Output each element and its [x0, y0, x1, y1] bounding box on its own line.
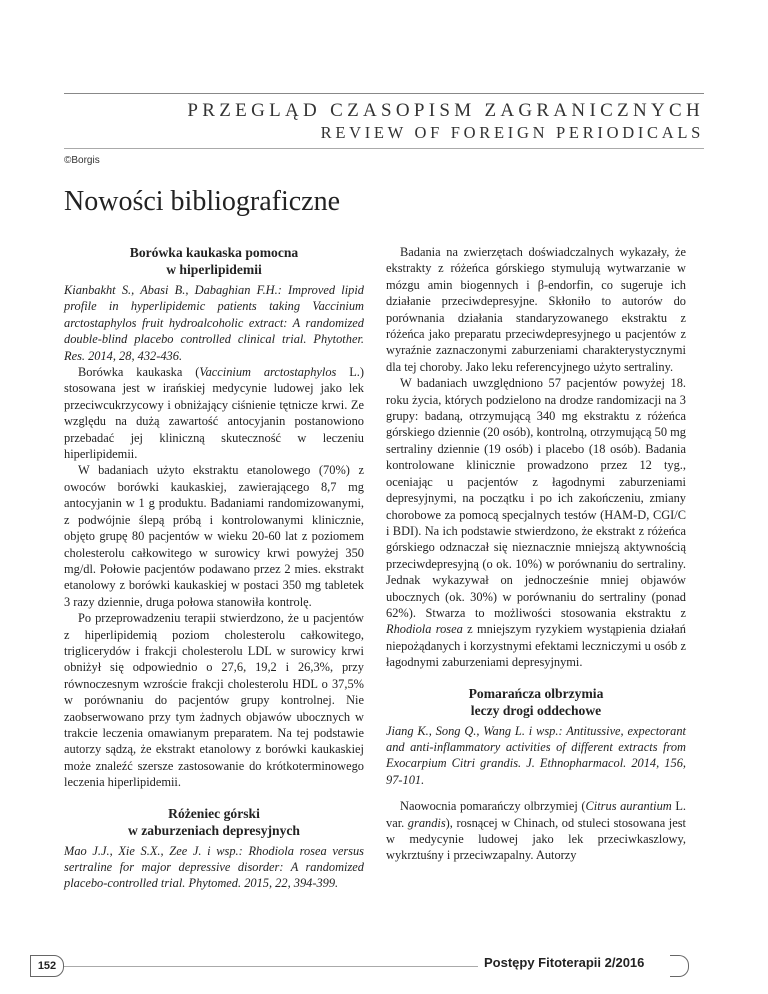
article-heading-line-1: Pomarańcza olbrzymia [468, 685, 604, 701]
article-citation: Jiang K., Song Q., Wang L. i wsp.: Antitussive, expectorant and anti-inflammatory activities of different extracts from Exocarpium Citri grandis. J. Ethnopharmacol. 2014, 156, 97-101. [386, 723, 686, 787]
article-paragraph [386, 798, 686, 864]
right-column [386, 244, 686, 864]
article-citation: Mao J.J., Xie S.X., Zee J. i wsp.: Rhodiola rosea versus sertraline for major depressive disorder: A randomized placebo-controlled trial. Phytomed. 2015, 22, 394-399. [64, 843, 364, 891]
footer-rule [30, 966, 550, 967]
article-paragraph: W badaniach użyto ekstraktu etanolowego (70%) z owoców borówki kaukaskiej, zawierającego 8,7 mg antocyjanin w 1 g produktu. Badaniami randomizowanymi, z podwójnie ślepą próbą i kontrolowanymi klinicznie, objęto grupę 80 pacjentów w wieku 20-60 lat z poziomem cholesterolu całkowitego w surowicy krwi powyżej 350 mg/dl. Połowie pacjentów podawano przez 2 mies. ekstrakt etanolowy z borówki kaukaskiej w postaci 350 mg tabletek 3 razy dziennie, druga połowa stanowiła kontrolę. [64, 463, 364, 609]
text-run: Naowocnia pomarańczy olbrzymiej ( [400, 799, 586, 814]
journal-name: Postępy Fitoterapii 2/2016 [478, 955, 650, 970]
section-spacer [386, 671, 686, 685]
text-run: L.) stosowana jest w irańskiej medycynie ludowej jako lek przeciwcukrzycowy i obniżający ciśnienie tętnicze krwi. Ze względu na dużą zawartość antocyjanin postanowiono przebadać jej kliniczną skuteczność w leczeniu hiperlipidemii. [64, 365, 365, 462]
section-title-polish: PRZEGLĄD CZASOPISM ZAGRANICZNYCH [187, 100, 704, 121]
article-heading-line-1: Borówka kaukaska pomocna [129, 245, 299, 260]
article-paragraph [64, 364, 364, 462]
text-run: W badaniach uwzględniono 57 pacjentów powyżej 18. roku życia, których podzielono na drodze randomizacji na 3 grupy: badaną, otrzymującą 340 mg ekstraktu z różeńca górskiego dziennie (20 osób), kontrolną, otrzymującą 50 mg sertraliny dziennie (19 osób) i placebo (18 osób). Badania kontrolowane klinicznie prowadzono przez 12 tyg., oceniając u pacjentów z łagodnymi zaburzeniami depresyjnymi, na początku i po ich zakończeniu, zmiany chorobowe za pomocą specjalnych testów (HAM-D, CGI/C i BDI). Na ich podstawie stwierdzono, że ekstrakt z różeńca górskiego odznaczał się nieznacznie mniejszą aktywnością przeciwdepresyjną (o ok. 10%) w porównaniu do sertraliny. Jednak wykazywał on jednocześnie mniej objawów ubocznych (ok. 30%) w porównaniu do sertraliny (ponad 62%). Stwarza to możliwości stosowania ekstraktu z [386, 376, 686, 620]
article-heading-line-2: w hiperlipidemii [166, 262, 262, 277]
footer-end-cap [670, 955, 689, 977]
article-paragraph: Po przeprowadzeniu terapii stwierdzono, że u pacjentów z hiperlipidemią poziom cholesterolu całkowitego, triglicerydów i frakcji cholesterolu LDL w surowicy krwi obniżył się odpowiednio o 27,6, 19,2 i 26,3%, przy równoczesnym wzroście frakcji cholesterolu HDL o 37,5% w porównaniu do pacjentów grupy kontrolnej. Nie zaobserwowano przy tym żadnych objawów ubocznych w trakcie leczenia omawianym preparatem. Na tej podstawie autorzy sądzą, że ekstrakt etanolowy z borówki kaukaskiej może znaleźć szersze zastosowanie do krótkoterminowego leczenia hiperlipidemii. [64, 611, 364, 790]
article-citation: Kianbakht S., Abasi B., Dabaghian F.H.: Improved lipid profile in hyperlipidemic patients taking Vaccinium arctostaphylos fruit hydroalcoholic extract: A randomized double-blind placebo controlled clinical trial. Phytother. Res. 2014, 28, 432-436. [64, 283, 364, 363]
article-heading-line-2: w zaburzeniach depresyjnych [128, 822, 300, 838]
header-top-rule [64, 93, 704, 94]
publisher-copyright: ©Borgis [64, 155, 100, 166]
article-heading-line-2: leczy drogi oddechowe [470, 702, 602, 718]
article-paragraph [386, 375, 686, 670]
article-heading [64, 805, 364, 839]
variety-name: grandis [407, 815, 446, 830]
article-paragraph: Badania na zwierzętach doświadczalnych wykazały, że ekstrakty z różeńca górskiego stymulują wytwarzanie w mózgu amin biogennych i β-endorfin, co sugeruje ich działanie przeciwdepresyjne. Skłoniło to autorów do porównania działania standaryzowanego ekstraktu z różeńca jako preparatu przeciwdepresyjnego u pacjentów z wyraźnie zaznaczonymi zaburzeniami charakterystycznymi dla tej choroby. Jako leku referencyjnego użyto sertraliny. [386, 245, 686, 374]
page-number: 152 [30, 955, 64, 977]
species-name: Rhodiola rosea [386, 622, 463, 637]
article-heading [64, 244, 364, 278]
text-run: ), rosnącej w Chinach, od stuleci stosowana jest w medycynie ludowej jako lek przeciwkaszlowy, wykrztuśny i przeciwzapalny. Autorzy [386, 815, 686, 863]
text-run: z mniejszym ryzykiem wystąpienia działań niepożądanych i korzystnymi efektami leczniczymi u osób z łagodnymi zaburzeniami depresyjnymi. [386, 622, 687, 670]
header-bottom-rule [64, 148, 704, 149]
text-run: Borówka kaukaska ( [78, 365, 200, 380]
page-title: Nowości bibliograficzne [64, 186, 341, 217]
section-title-english: REVIEW OF FOREIGN PERIODICALS [320, 123, 704, 142]
section-spacer [386, 788, 686, 798]
species-name: Vaccinium arctostaphylos [199, 365, 337, 380]
section-spacer [64, 791, 364, 805]
text-run: L. var. [386, 799, 687, 830]
left-column [64, 244, 364, 892]
article-heading-line-1: Różeniec górski [168, 805, 260, 821]
species-name: Citrus aurantium [585, 799, 672, 814]
article-heading [386, 685, 686, 719]
